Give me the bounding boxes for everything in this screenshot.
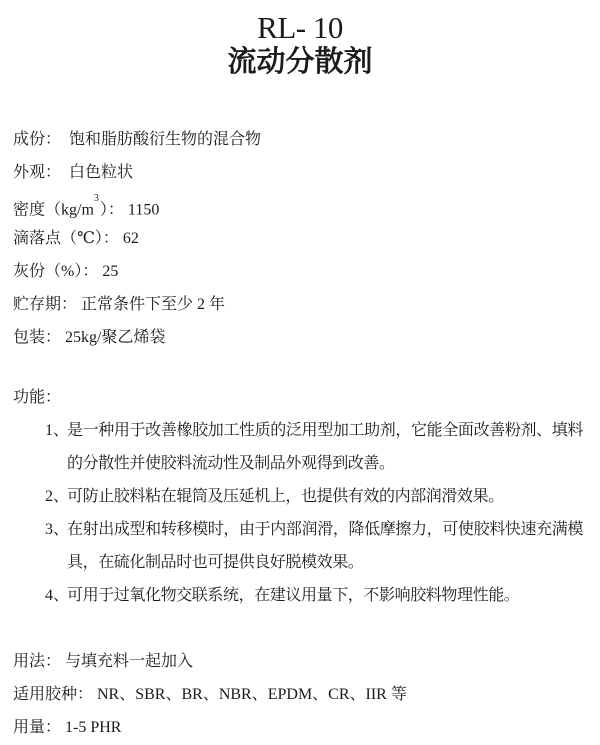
usage-row-dosage: 用量： 1-5 PHR <box>13 719 122 736</box>
spec-row-density <box>13 189 600 222</box>
function-item-number: 3、 <box>45 521 70 538</box>
function-item-4 <box>45 579 600 612</box>
function-item-2 <box>45 480 600 513</box>
function-item-3 <box>45 513 600 579</box>
spec-row-drop-point: 滴落点（℃）： 62 <box>13 230 139 247</box>
spec-row-composition: 成份： 饱和脂肪酸衍生物的混合物 <box>13 131 262 148</box>
spec-density-label: 密度（kg/m <box>13 201 94 219</box>
function-item-number: 2、 <box>45 488 70 505</box>
function-item-number: 1、 <box>45 422 70 439</box>
product-name-title: 流动分散剂 <box>227 46 373 78</box>
function-item-text: 在射出成型和转移模时，由于内部润滑，降低摩擦力，可使胶料快速充满模具，在硫化制品时也可提供良好脱模效果。 <box>67 521 583 571</box>
spec-density-value: ）： 1150 <box>99 201 160 219</box>
superscript-3: 3 <box>93 193 99 204</box>
function-item-number: 4、 <box>45 587 70 604</box>
usage-row-applicable-rubbers: 适用胶种： NR、SBR、BR、NBR、EPDM、CR、IIR 等 <box>13 686 407 703</box>
usage-section <box>0 645 600 744</box>
functions-heading: 功能： <box>13 389 62 406</box>
usage-row-method: 用法： 与填充料一起加入 <box>13 653 194 670</box>
spec-row-shelf-life: 贮存期： 正常条件下至少 2 年 <box>13 296 226 313</box>
spec-row-appearance: 外观： 白色粒状 <box>13 164 134 181</box>
function-item-text: 可用于过氧化物交联系统，在建议用量下，不影响胶料物理性能。 <box>67 587 520 604</box>
functions-list <box>0 414 600 612</box>
spec-row-ash: 灰份（%）： 25 <box>13 263 119 280</box>
function-item-text: 是一种用于改善橡胶加工性质的泛用型加工助剂，它能全面改善粉剂、填料的分散性并使胶料流动性及制品外观得到改善。 <box>67 422 583 472</box>
product-code-title: RL- 10 <box>257 10 343 45</box>
function-item-text: 可防止胶料粘在辊筒及压延机上，也提供有效的内部润滑效果。 <box>67 488 504 505</box>
spec-row-packaging: 包装： 25kg/聚乙烯袋 <box>13 329 166 346</box>
function-item-1 <box>45 414 600 480</box>
spec-list <box>0 123 600 354</box>
